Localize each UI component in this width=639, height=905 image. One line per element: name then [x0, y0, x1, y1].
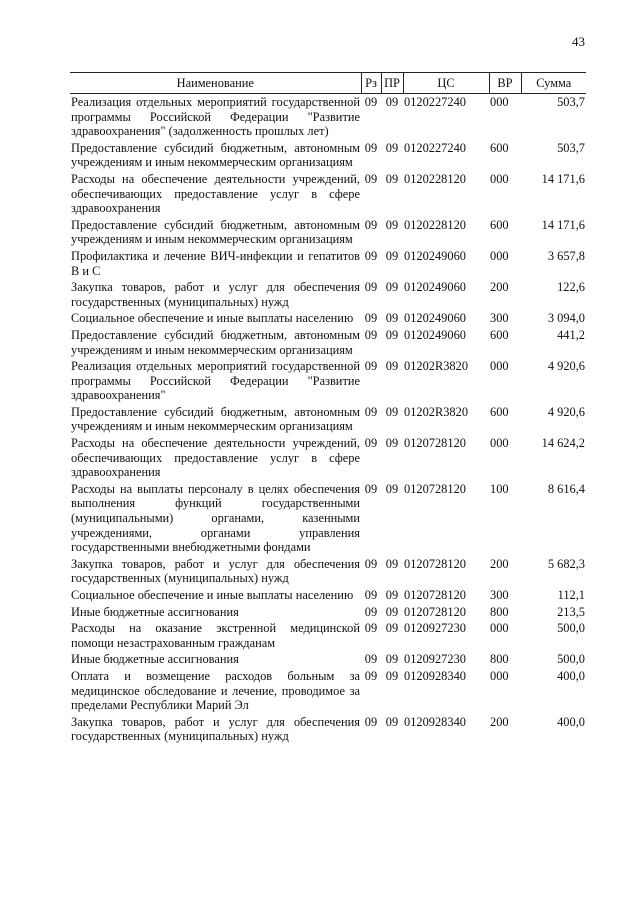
- table-row: [70, 358, 586, 404]
- row-vr: 300: [490, 588, 509, 602]
- row-cs: 0120249060: [404, 280, 466, 295]
- row-vr: 000: [490, 668, 509, 683]
- page-number: 43: [572, 34, 585, 49]
- table-row: [70, 94, 586, 140]
- row-pr: 09: [385, 140, 399, 155]
- row-vr: 000: [490, 248, 509, 263]
- row-rz: 09: [364, 481, 378, 496]
- row-pr: 09: [385, 404, 399, 419]
- row-rz: 09: [364, 556, 378, 571]
- table-row: [70, 217, 586, 248]
- row-vr: 600: [490, 327, 509, 342]
- row-cs: 0120927230: [404, 621, 466, 636]
- row-cs: 0120249060: [404, 327, 466, 342]
- row-cs: 0120228120: [404, 171, 466, 186]
- row-cs: 0120928340: [404, 714, 466, 729]
- row-sum: 503,7: [557, 95, 585, 109]
- row-sum: 8 616,4: [547, 481, 585, 496]
- row-cs: 0120227240: [404, 95, 466, 109]
- table-row: [70, 404, 586, 435]
- row-cs: 01202R3820: [404, 404, 469, 419]
- header-cs: ЦС: [403, 73, 489, 94]
- row-cs: 0120728120: [404, 556, 466, 571]
- row-pr: 09: [385, 652, 399, 667]
- row-rz: 09: [364, 714, 378, 729]
- row-name: Оплата и возмещение расходов больным за медицинское обследование и лечение, проводимое за пределами Республики Марий Эл: [71, 668, 360, 713]
- row-sum: 14 624,2: [541, 436, 585, 451]
- row-name: Предоставление субсидий бюджетным, автономным учреждениям и иным некоммерческим организациям: [71, 327, 360, 357]
- header-vr: ВР: [489, 73, 521, 94]
- row-vr: 600: [490, 404, 509, 419]
- row-cs: 0120927230: [404, 652, 466, 667]
- row-sum: 500,0: [557, 652, 585, 667]
- row-cs: 0120728120: [404, 604, 466, 619]
- table-header-row: [70, 73, 586, 94]
- row-rz: 09: [364, 621, 378, 636]
- row-name: Реализация отдельных мероприятий государственной программы Российской Федерации "Развитие здравоохранения": [71, 359, 360, 403]
- row-cs: 0120728120: [404, 588, 466, 602]
- row-vr: 600: [490, 140, 509, 155]
- row-name: Закупка товаров, работ и услуг для обеспечения государственных (муниципальных) нужд: [71, 714, 360, 744]
- row-rz: 09: [364, 248, 378, 263]
- row-pr: 09: [385, 95, 399, 109]
- row-vr: 800: [490, 652, 509, 667]
- row-vr: 000: [490, 171, 509, 186]
- row-cs: 0120228120: [404, 217, 466, 232]
- row-sum: 3 657,8: [547, 248, 585, 263]
- row-name: Расходы на выплаты персоналу в целях обеспечения выполнения функций государственными (муниципальными) органами, казенными учреждениями, органами управления государственными внебюджетными фондами: [71, 481, 360, 555]
- row-name: Социальное обеспечение и иные выплаты населению: [71, 588, 354, 602]
- row-vr: 200: [490, 714, 509, 729]
- row-vr: 000: [490, 436, 509, 451]
- row-rz: 09: [364, 171, 378, 186]
- row-name: Расходы на обеспечение деятельности учреждений, обеспечивающих предоставление услуг в сфере здравоохранения: [71, 436, 360, 480]
- row-sum: 3 094,0: [547, 311, 585, 326]
- table-row: [70, 651, 586, 668]
- header-sum: Сумма: [521, 73, 586, 94]
- row-rz: 09: [364, 652, 378, 667]
- row-pr: 09: [385, 621, 399, 636]
- row-sum: 441,2: [557, 327, 585, 342]
- table-row: [70, 668, 586, 714]
- row-rz: 09: [364, 436, 378, 451]
- row-vr: 000: [490, 359, 509, 374]
- table-row: [70, 587, 586, 604]
- row-sum: 213,5: [557, 604, 585, 619]
- row-pr: 09: [385, 668, 399, 683]
- row-name: Предоставление субсидий бюджетным, автономным учреждениям и иным некоммерческим организациям: [71, 140, 360, 170]
- row-pr: 09: [385, 327, 399, 342]
- row-pr: 09: [385, 481, 399, 496]
- row-rz: 09: [364, 140, 378, 155]
- row-rz: 09: [364, 95, 378, 109]
- row-sum: 5 682,3: [547, 556, 585, 571]
- row-cs: 0120249060: [404, 311, 466, 326]
- table-row: [70, 248, 586, 279]
- row-rz: 09: [364, 668, 378, 683]
- row-sum: 500,0: [557, 621, 585, 636]
- table-row: [70, 604, 586, 621]
- row-cs: 0120728120: [404, 436, 466, 451]
- row-sum: 4 920,6: [547, 359, 585, 374]
- row-sum: 14 171,6: [541, 217, 585, 232]
- row-name: Расходы на обеспечение деятельности учреждений, обеспечивающих предоставление услуг в сфере здравоохранения: [71, 171, 360, 216]
- row-pr: 09: [385, 556, 399, 571]
- row-pr: 09: [385, 588, 399, 602]
- row-sum: 122,6: [557, 280, 585, 295]
- row-sum: 14 171,6: [541, 171, 585, 186]
- row-rz: 09: [364, 280, 378, 295]
- row-cs: 0120227240: [404, 140, 466, 155]
- row-pr: 09: [385, 280, 399, 295]
- table-row: [70, 620, 586, 651]
- table-row: [70, 279, 586, 310]
- row-rz: 09: [364, 604, 378, 619]
- row-sum: 503,7: [557, 140, 585, 155]
- row-vr: 200: [490, 280, 509, 295]
- row-rz: 09: [364, 311, 378, 326]
- row-vr: 000: [490, 95, 509, 109]
- row-rz: 09: [364, 404, 378, 419]
- row-pr: 09: [385, 359, 399, 374]
- row-name: Иные бюджетные ассигнования: [71, 604, 239, 619]
- row-name: Социальное обеспечение и иные выплаты населению: [71, 311, 354, 326]
- row-pr: 09: [385, 171, 399, 186]
- row-rz: 09: [364, 327, 378, 342]
- row-vr: 600: [490, 217, 509, 232]
- table-row: [70, 435, 586, 481]
- row-name: Предоставление субсидий бюджетным, автономным учреждениям и иным некоммерческим организациям: [71, 404, 360, 434]
- table-row: [70, 140, 586, 171]
- row-cs: 0120928340: [404, 668, 466, 683]
- budget-table: [70, 72, 586, 745]
- row-name: Профилактика и лечение ВИЧ-инфекции и гепатитов В и С: [71, 248, 360, 278]
- row-vr: 800: [490, 604, 509, 619]
- row-sum: 4 920,6: [547, 404, 585, 419]
- table-row: [70, 310, 586, 327]
- row-vr: 000: [490, 621, 509, 636]
- row-name: Предоставление субсидий бюджетным, автономным учреждениям и иным некоммерческим организациям: [71, 217, 360, 247]
- row-name: Реализация отдельных мероприятий государственной программы Российской Федерации "Развитие здравоохранения" (задолженность прошлых лет): [71, 95, 360, 139]
- table-row: [70, 556, 586, 587]
- row-pr: 09: [385, 311, 399, 326]
- row-name: Закупка товаров, работ и услуг для обеспечения государственных (муниципальных) нужд: [71, 556, 360, 586]
- row-pr: 09: [385, 436, 399, 451]
- table-row: [70, 327, 586, 358]
- row-pr: 09: [385, 248, 399, 263]
- row-vr: 300: [490, 311, 509, 326]
- row-cs: 0120728120: [404, 481, 466, 496]
- row-vr: 100: [490, 481, 509, 496]
- table-row: [70, 481, 586, 556]
- row-rz: 09: [364, 588, 378, 602]
- row-name: Закупка товаров, работ и услуг для обеспечения государственных (муниципальных) нужд: [71, 280, 360, 309]
- table-row: [70, 171, 586, 217]
- row-sum: 112,1: [557, 588, 585, 602]
- row-name: Расходы на оказание экстренной медицинской помощи незастрахованным гражданам: [71, 621, 360, 650]
- row-rz: 09: [364, 217, 378, 232]
- row-cs: 0120249060: [404, 248, 466, 263]
- row-pr: 09: [385, 217, 399, 232]
- header-pr: ПР: [381, 73, 403, 94]
- row-rz: 09: [364, 359, 378, 374]
- header-rz: Рз: [361, 73, 381, 94]
- row-sum: 400,0: [557, 714, 585, 729]
- row-pr: 09: [385, 714, 399, 729]
- row-name: Иные бюджетные ассигнования: [71, 652, 239, 667]
- table-row: [70, 714, 586, 745]
- row-cs: 01202R3820: [404, 359, 469, 374]
- row-sum: 400,0: [557, 668, 585, 683]
- row-pr: 09: [385, 604, 399, 619]
- row-vr: 200: [490, 556, 509, 571]
- header-name: Наименование: [70, 73, 361, 94]
